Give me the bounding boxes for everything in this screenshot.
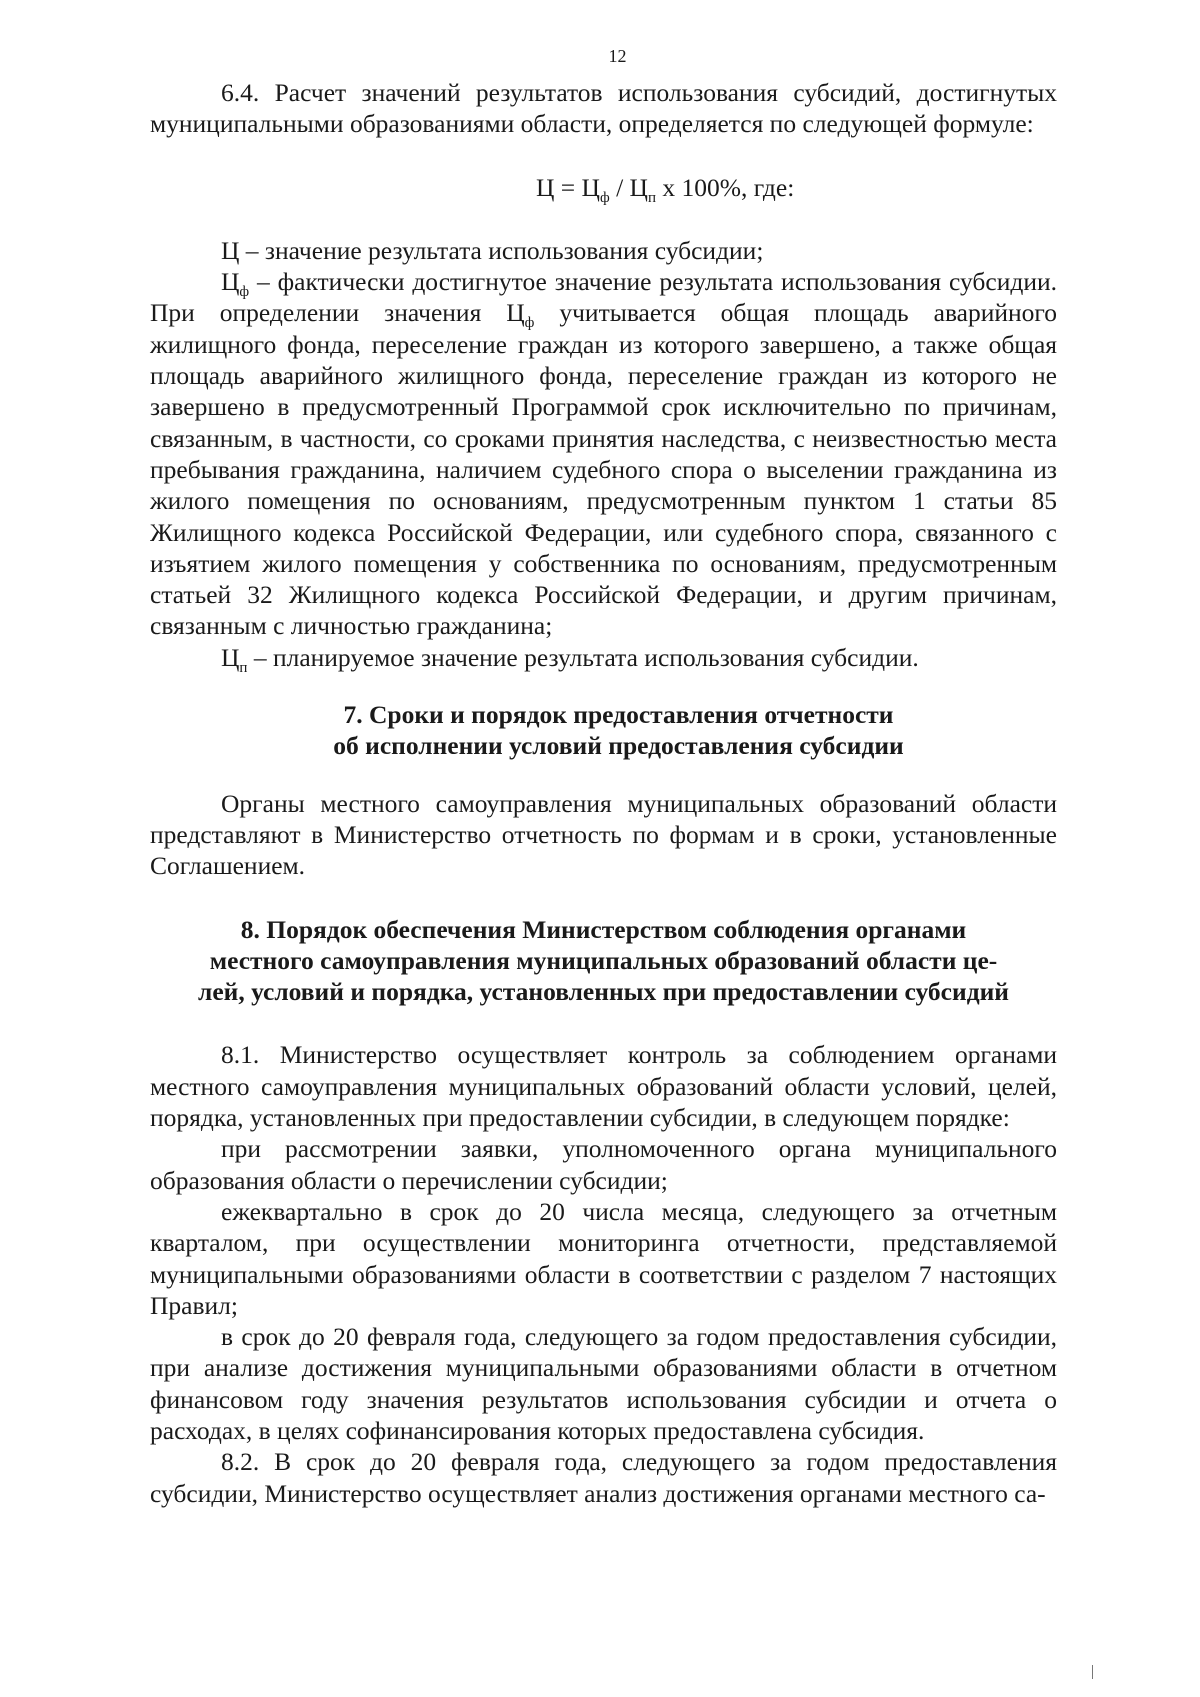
definition-cf-lead: Ц: [221, 267, 240, 297]
formula-right: х 100%, где:: [655, 172, 795, 202]
section-8-heading: [150, 914, 1057, 1008]
definition-cp-text: – планируемое значение результата использования субсидии.: [247, 642, 919, 672]
definition-cf-sub: ф: [239, 284, 250, 301]
page-content: [150, 45, 1057, 1509]
formula-sub-p: п: [647, 189, 656, 206]
formula-left: Ц = Ц: [536, 172, 600, 202]
paragraph-8-1-c: в срок до 20 февраля года, следующего за годом предоставления субсидии, при анализе достижения муниципальными образованиями области в отчетном финансовом году значения результатов использования субсидии и отчета о расходах, в целях софинансирования которых предоставлена субсидия.: [150, 1322, 1057, 1445]
definition-cf-text-a: – фактически достигнутое значение результата использования субсидии. При определении значения Ц: [150, 267, 1057, 328]
definition-cp-lead: Ц: [221, 642, 240, 672]
definition-c: Ц – значение результата использования субсидии;: [221, 235, 764, 265]
formula: [150, 172, 1057, 206]
section-8-heading-line1: 8. Порядок обеспечения Министерством соблюдения органами: [240, 914, 967, 944]
section-7-heading-line1: 7. Сроки и порядок предоставления отчетности: [343, 700, 894, 730]
definition-cp-sub: п: [239, 659, 248, 676]
paragraph-8-1-b: ежеквартально в срок до 20 числа месяца, следующего за отчетным кварталом, при осуществлении мониторинга отчетности, представляемой муниципальными образованиями области в соответствии с разделом 7 настоящих Правил;: [150, 1196, 1057, 1320]
definition-cp: [150, 642, 1057, 676]
formula-sub-f: ф: [599, 189, 610, 206]
paragraph-7: Органы местного самоуправления муниципальных образований области представляют в Министерство отчетность по формам и в сроки, установленные Соглашением.: [150, 788, 1057, 881]
paragraph-8-1: 8.1. Министерство осуществляет контроль за соблюдением органами местного самоуправления муниципальных образований области условий, целей, порядка, установленных при предоставлении субсидии, в следующем порядке:: [150, 1040, 1057, 1133]
section-8-heading-line3: лей, условий и порядка, установленных при предоставлении субсидий: [198, 977, 1009, 1007]
section-7-heading-line2: об исполнении условий предоставления субсидии: [333, 731, 904, 761]
paragraph-6-4: 6.4. Расчет значений результатов использования субсидий, достигнутых муниципальными образованиями области, определяется по следующей формуле:: [150, 78, 1057, 139]
page-number: 12: [608, 46, 627, 66]
scan-mark: [1092, 1665, 1093, 1679]
formula-mid: / Ц: [609, 172, 648, 202]
definition-cf-text-b: учитывается общая площадь аварийного жилищного фонда, переселение граждан из которого завершено, а также общая площадь аварийного жилищного фонда, переселение граждан из которого не завершено в предусмотренный Программой срок исключительно по причинам, связанным, в частности, со сроками принятия наследства, с неизвестностью места пребывания гражданина, наличием судебного спора о выселении гражданина из жилого помещения по основаниям, предусмотренным пунктом 1 статьи 85 Жилищного кодекса Российской Федерации, или судебного спора, связанного с изъятием жилого помещения у собственника по основаниям, предусмотренным статьей 32 Жилищного кодекса Российской Федерации, и другим причинам, связанным с личностью гражданина;: [150, 298, 1057, 641]
paragraph-8-1-a: при рассмотрении заявки, уполномоченного органа муниципального образования области о перечислении субсидии;: [150, 1134, 1057, 1195]
section-7-heading: [150, 699, 1057, 762]
definition-cf-sub2: ф: [524, 315, 535, 332]
definition-cf: [150, 266, 1057, 642]
section-8-heading-line2: местного самоуправления муниципальных образований области це-: [209, 945, 998, 975]
paragraph-8-2: 8.2. В срок до 20 февраля года, следующего за годом предоставления субсидии, Министерство осуществляет анализ достижения органами местного са-: [150, 1447, 1057, 1508]
